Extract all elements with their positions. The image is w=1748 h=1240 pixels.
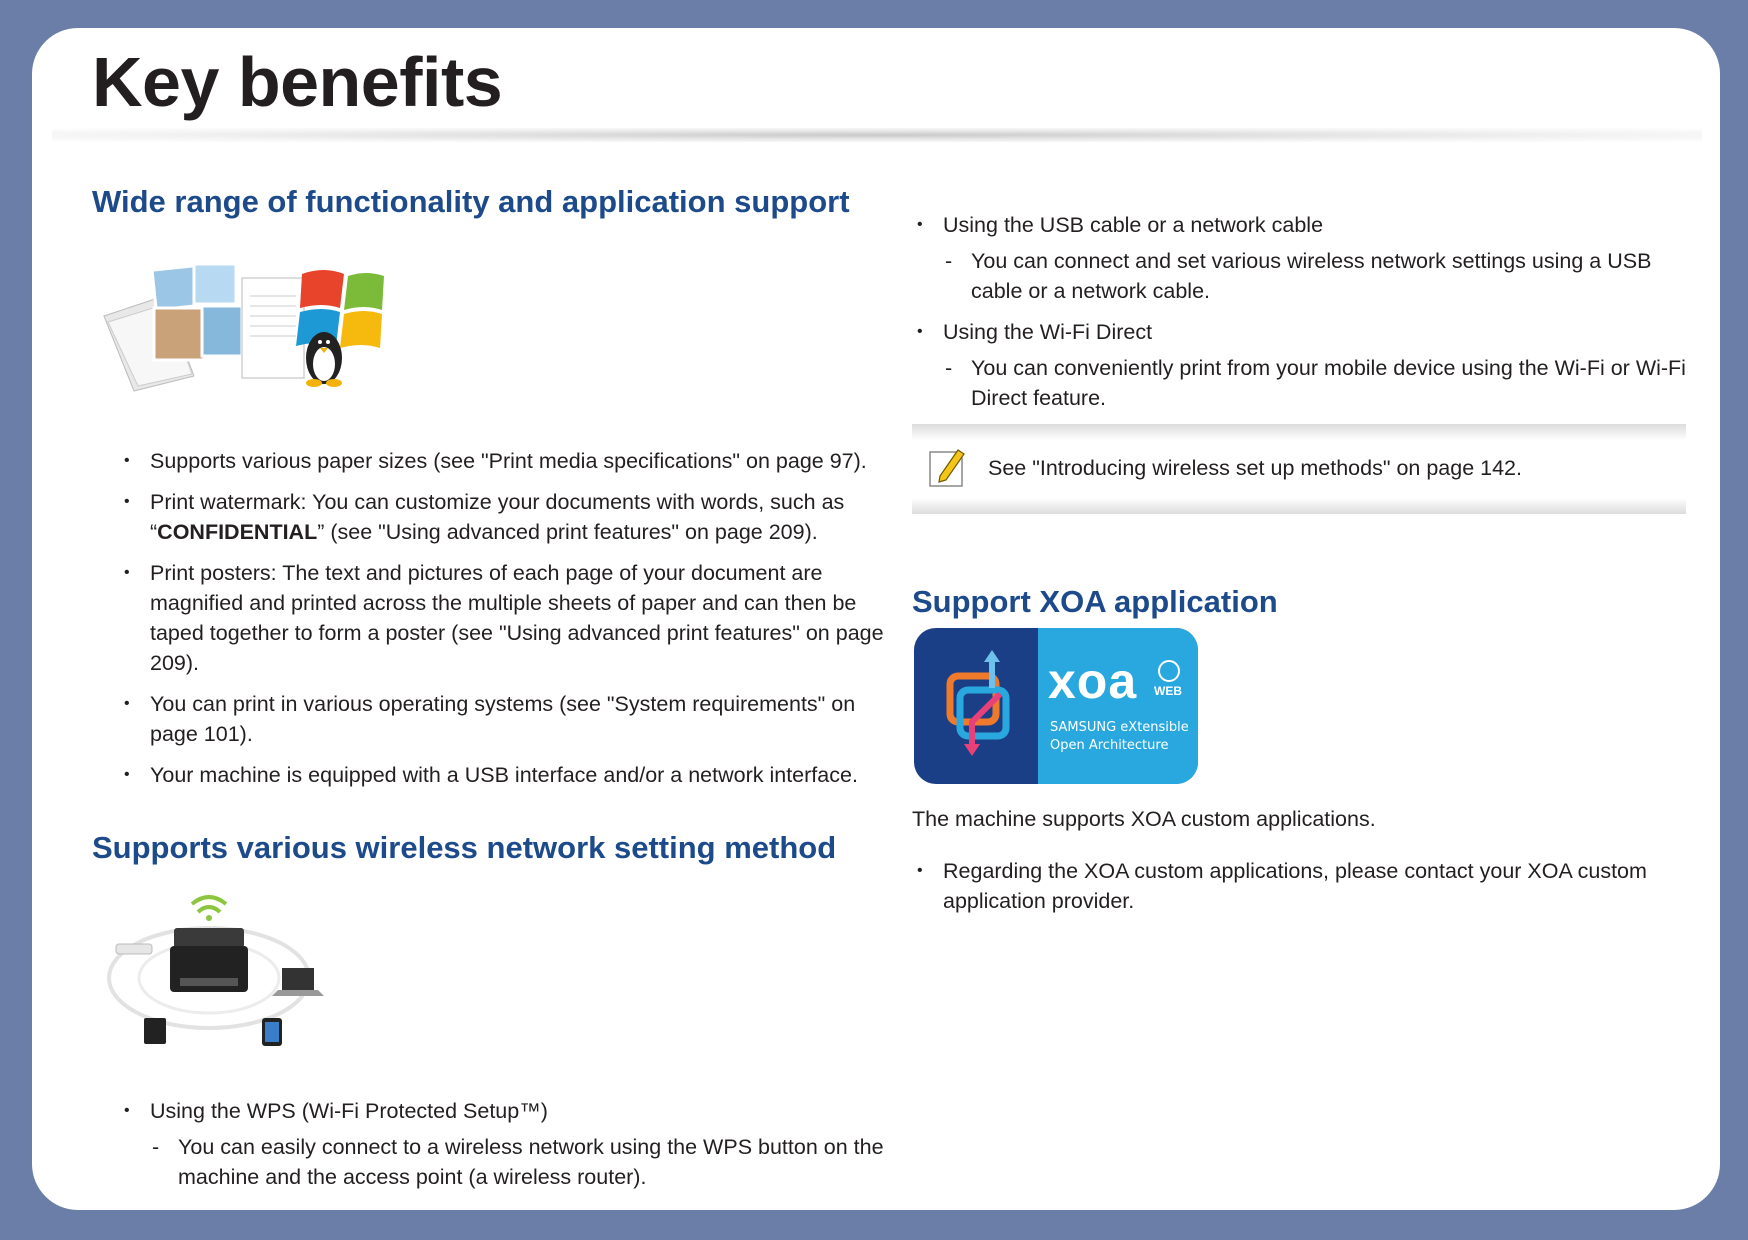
list-item [915,856,1705,916]
xoa-description: The machine supports XOA custom applications. [912,807,1376,831]
wireless-bullet-list [122,1096,897,1203]
watermark-example: CONFIDENTIAL [157,520,318,544]
bullet-icon: • [124,493,130,510]
connection-method-list [915,210,1705,424]
list-item [122,760,897,790]
list-item-text: Print posters: The text and pictures of each page of your document are magnified and printed across the multiple sheets of paper and can then be taped together to form a poster (see "Using advanced print features" on page 209). [150,561,884,675]
dash-icon: - [945,249,953,273]
xoa-tagline-1: SAMSUNG eXtensible [1050,720,1189,735]
bullet-icon: • [917,216,923,233]
sub-list-item [943,246,1705,306]
bullet-icon: • [124,766,130,783]
note-pencil-icon [926,446,968,495]
list-item-text: Using the WPS (Wi-Fi Protected Setup™) [150,1099,548,1123]
list-item [122,1096,897,1192]
list-item [122,558,897,678]
xoa-tagline-2: Open Architecture [1050,738,1169,753]
xoa-web-badge: WEB [1154,684,1182,698]
list-item-text: Using the USB cable or a network cable [943,213,1324,237]
bullet-icon: • [124,564,130,581]
bullet-icon: • [124,452,130,469]
xoa-brand: xoa [1048,653,1138,709]
section-heading-functionality: Wide range of functionality and application support [92,184,850,219]
sub-list-item-text: You can easily connect to a wireless network using the WPS button on the machine and the access point (a wireless router). [178,1135,884,1189]
list-item-text: Supports various paper sizes (see "Print media specifications" on page 97). [150,449,867,473]
note-text: See "Introducing wireless set up methods" on page 142. [988,456,1522,480]
list-item [915,317,1705,413]
watermark-reference: ” (see "Using advanced print features" on page 209). [317,520,818,544]
list-item-text: Your machine is equipped with a USB interface and/or a network interface. [150,763,858,787]
sub-list-item [150,1132,897,1192]
dash-icon: - [945,356,953,380]
sub-list-item-text: You can connect and set various wireless network settings using a USB cable or a network cable. [971,249,1652,303]
note-box [912,424,1686,514]
functionality-bullet-list [122,446,897,801]
bullet-icon: • [124,1102,130,1119]
xoa-bullet-list [915,856,1705,927]
bullet-icon: • [917,323,923,340]
list-item [122,446,897,476]
globe-icon [1158,660,1180,682]
list-item-text: You can print in various operating systems (see "System requirements" on page 101). [150,692,856,746]
list-item [122,689,897,749]
bullet-icon: • [917,862,923,879]
page [32,28,1720,1210]
page-title: Key benefits [92,43,503,121]
list-item-text: Using the Wi-Fi Direct [943,320,1153,344]
section-heading-xoa: Support XOA application [912,584,1278,619]
list-item-text: Print watermark: You can customize your documents with words, such as [150,490,845,514]
bullet-icon: • [124,695,130,712]
list-item-text: Regarding the XOA custom applications, please contact your XOA custom application provider. [943,859,1647,913]
watermark-open-quote: “ [150,520,158,544]
xoa-logo [914,628,1198,784]
list-item [915,210,1705,306]
dash-icon: - [152,1135,160,1159]
title-divider [52,128,1702,142]
os-support-image [94,256,394,401]
sub-list-item [943,353,1705,413]
list-item [122,487,897,547]
wireless-network-image [94,878,324,1063]
sub-list-item-text: You can conveniently print from your mobile device using the Wi-Fi or Wi-Fi Direct feature. [971,356,1686,410]
section-heading-wireless: Supports various wireless network setting method [92,830,837,865]
